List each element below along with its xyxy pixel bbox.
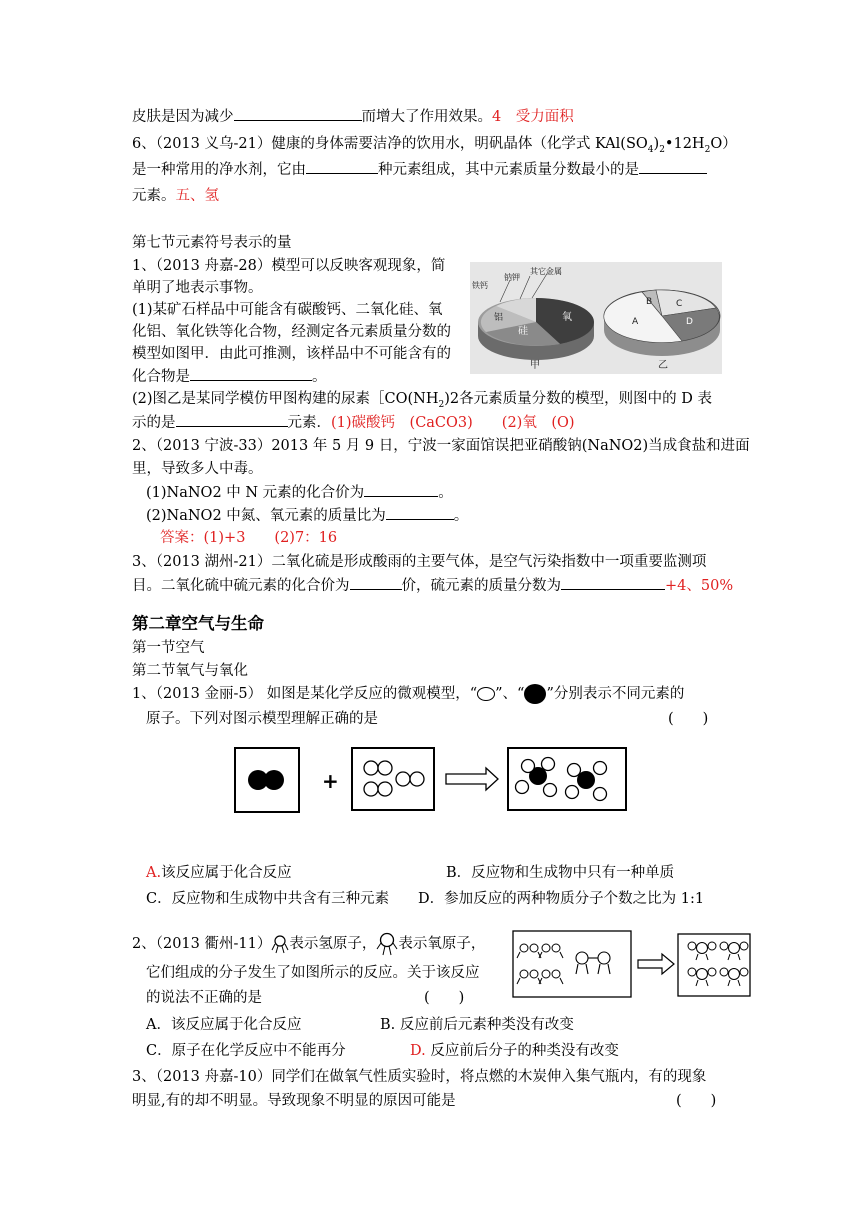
c2q1-line2: 原子。下列对图示模型理解正确的是 xyxy=(146,711,378,727)
option-d[interactable]: D．参加反应的两种物质分子个数之比为 1:1 xyxy=(418,891,705,907)
pie-caption: 甲 xyxy=(530,360,540,371)
s7q3-line2 xyxy=(132,575,733,596)
c2q3-line1: 3、（2013 舟嘉-10）同学们在做氧气性质实验时，将点燃的木炭伸入集气瓶内，有的现象 xyxy=(132,1069,707,1085)
white-atom-icon xyxy=(477,687,495,701)
text: 表示氢原子， xyxy=(289,936,377,952)
pie-label: 铝 xyxy=(494,313,504,323)
option-b[interactable]: B. 反应前后元素种类没有改变 xyxy=(380,1017,574,1033)
s7q1-line6 xyxy=(132,366,327,387)
s7q2-line4 xyxy=(146,505,468,526)
s7q1-line4: 化铝、氧化铁等化合物，经测定各元素质量分数的 xyxy=(132,324,451,340)
text: 价，硫元素的质量分数为 xyxy=(401,578,561,594)
text: 种元素组成，其中元素质量分数最小的是 xyxy=(378,162,639,178)
reactant-box xyxy=(513,931,631,997)
answer-text: 五、氢 xyxy=(175,188,219,204)
option-a[interactable]: A．该反应属于化合反应 xyxy=(146,1017,302,1033)
text: 元素。 xyxy=(132,188,176,204)
s7q1-line5: 模型如图甲．由此可推测，该样品中不可能含有的 xyxy=(132,346,451,362)
text: 2 xyxy=(449,391,460,407)
text: 是一种常用的净水剂，它由 xyxy=(132,162,306,178)
black-atom xyxy=(264,770,284,790)
option-letter: A. xyxy=(146,865,162,881)
text: ”、“ xyxy=(495,686,525,702)
text: 。 xyxy=(453,508,469,524)
white-atom xyxy=(542,758,555,771)
text: (2)NaNO2 中氮、氧元素的质量比为 xyxy=(146,508,386,524)
option-text: 反应前后分子的种类没有改变 xyxy=(430,1043,619,1059)
answer-blank[interactable] xyxy=(234,106,362,121)
answer-blank[interactable] xyxy=(306,159,378,174)
black-atom-icon xyxy=(524,684,546,704)
pie-label: 硅 xyxy=(518,326,528,337)
pie-label: 氧 xyxy=(562,312,572,323)
q6-line2 xyxy=(132,159,707,180)
text: ) xyxy=(653,136,660,152)
s7q1-line8 xyxy=(132,412,575,433)
choice-paren: ( ) xyxy=(668,711,709,727)
option-c[interactable]: C．原子在化学反应中不能再分 xyxy=(146,1043,346,1059)
text: 各元素质量分数的模型，则图中的 D 表 xyxy=(459,391,712,407)
text: 化合物是 xyxy=(132,369,190,385)
white-atom xyxy=(568,764,581,777)
s7q2-line2: 里，导致多人中毒。 xyxy=(132,461,263,477)
answer-text: (1)碳酸钙 (CaCO3) (2)氧 (O) xyxy=(331,415,575,431)
option-letter: D. xyxy=(410,1043,426,1059)
s7q2-line3 xyxy=(146,482,453,503)
section-title: 第二节氧气与氧化 xyxy=(132,663,248,679)
q6-line1 xyxy=(132,134,737,160)
text: (2)图乙是某同学模仿甲图构建的尿素［CO(NH xyxy=(132,391,439,407)
white-atom xyxy=(594,788,607,801)
s7q2-line1: 2、（2013 宁波-33）2013 年 5 月 9 日，宁波一家面馆误把亚硝酸钠(NaNO2)当成食盐和进面 xyxy=(132,438,750,454)
hydrogen-atom-icon xyxy=(271,934,289,954)
oxygen-molecule xyxy=(576,952,610,974)
q5-tail-line xyxy=(132,106,574,127)
white-atom xyxy=(566,786,579,799)
s7q1-line3: (1)某矿石样品中可能含有碳酸钙、二氧化硅、氧 xyxy=(132,302,443,318)
text: O） xyxy=(710,136,737,152)
text: (1)NaNO2 中 N 元素的化合价为 xyxy=(146,485,365,501)
c2q2-line3: 的说法不正确的是 xyxy=(146,990,262,1006)
pie-caption: 乙 xyxy=(658,360,668,371)
text: 6、（2013 义乌-21）健康的身体需要洁净的饮用水，明矾晶体（化学式 KAl(SO xyxy=(132,136,648,152)
reaction-arrow-icon xyxy=(638,954,674,974)
pie-label: 铁钙 xyxy=(472,281,488,290)
option-a[interactable] xyxy=(146,863,292,883)
text: 目。二氧化硫中硫元素的化合价为 xyxy=(132,578,350,594)
pie-label: C xyxy=(676,299,683,309)
answer-blank[interactable] xyxy=(386,505,454,520)
hydrogen-molecules xyxy=(517,944,563,984)
text: 1、（2013 金丽-5） 如图是某化学反应的微观模型，“ xyxy=(132,686,478,702)
element-mass-fraction-figure xyxy=(470,262,722,374)
answer-blank[interactable] xyxy=(350,575,402,590)
reaction-arrow-icon xyxy=(446,768,498,790)
q6-line3 xyxy=(132,186,219,206)
white-atom xyxy=(522,760,535,773)
subscript: 4 xyxy=(647,144,654,155)
white-atom xyxy=(378,761,392,775)
pie-label: D xyxy=(686,317,693,327)
s7q2-answer: 答案：(1)+3 (2)7：16 xyxy=(160,530,338,546)
option-text: 该反应属于化合反应 xyxy=(161,865,292,881)
text: 2、（2013 衢州-11） xyxy=(132,936,272,952)
s7q1-line2: 单明了地表示事物。 xyxy=(132,280,263,296)
text: 而增大了作用效果。 xyxy=(361,109,492,125)
s7q1-line1: 1、（2013 舟嘉-28）模型可以反映客观现象，简 xyxy=(132,258,446,274)
choice-paren: ( ) xyxy=(424,990,465,1006)
c2q2-line2: 它们组成的分子发生了如图所示的反应。关于该反应 xyxy=(146,965,480,981)
white-atom xyxy=(544,784,557,797)
white-atom xyxy=(594,762,607,775)
answer-blank[interactable] xyxy=(364,482,438,497)
answer-text: +4、50% xyxy=(665,578,734,594)
option-c[interactable]: C．反应物和生成物中共含有三种元素 xyxy=(146,891,390,907)
s7q1-line7 xyxy=(132,389,712,415)
white-atom xyxy=(364,782,378,796)
text: 。 xyxy=(312,369,327,385)
pie-label: A xyxy=(632,317,639,327)
water-molecules xyxy=(688,942,748,986)
text: 皮肤是因为减少 xyxy=(132,109,234,125)
s7q3-line1: 3、（2013 湖州-21）二氧化硫是形成酸雨的主要气体，是空气污染指数中一项重要监测项 xyxy=(132,554,707,570)
pie-label: 其它金属 xyxy=(530,267,562,276)
white-atom xyxy=(396,772,410,786)
text: 元素． xyxy=(287,415,331,431)
molecule-reaction-figure xyxy=(512,930,752,998)
answer-blank[interactable] xyxy=(190,366,312,381)
text: ”分别表示不同元素的 xyxy=(546,686,685,702)
subscript: 2 xyxy=(438,399,445,410)
chapter-title: 第二章空气与生命 xyxy=(132,614,264,633)
answer-blank[interactable] xyxy=(639,159,707,174)
subscript: 2 xyxy=(704,144,711,155)
oxygen-atom-icon xyxy=(376,932,398,956)
reaction-model-figure xyxy=(234,744,630,816)
answer-text: 4 受力面积 xyxy=(492,109,574,125)
white-atom xyxy=(378,782,392,796)
plus-sign: + xyxy=(322,769,339,793)
white-atom xyxy=(364,761,378,775)
text: 。 xyxy=(438,485,453,501)
text: 表示氧原子， xyxy=(398,936,486,952)
text: •12H xyxy=(664,136,705,152)
option-b[interactable]: B．反应物和生成物中只有一种单质 xyxy=(446,865,675,881)
c2q1-line1 xyxy=(132,684,684,704)
answer-blank[interactable] xyxy=(176,412,288,427)
product-box xyxy=(508,748,626,810)
subscript: 2 xyxy=(659,144,665,155)
section-title: 第七节元素符号表示的量 xyxy=(132,235,292,251)
text: 示的是 xyxy=(132,415,176,431)
choice-paren: ( ) xyxy=(676,1093,717,1109)
c2q3-line2: 明显,有的却不明显。导致现象不明显的原因可能是 xyxy=(132,1093,456,1109)
pie-label: 钠钾 xyxy=(504,273,520,282)
c2q2-line1 xyxy=(132,932,485,956)
text: ) xyxy=(444,391,450,407)
section-title: 第一节空气 xyxy=(132,640,205,656)
white-atom xyxy=(410,772,424,786)
option-d[interactable] xyxy=(410,1041,619,1061)
pie-label: B xyxy=(646,297,653,307)
white-atom xyxy=(516,781,529,794)
answer-blank[interactable] xyxy=(561,575,665,590)
